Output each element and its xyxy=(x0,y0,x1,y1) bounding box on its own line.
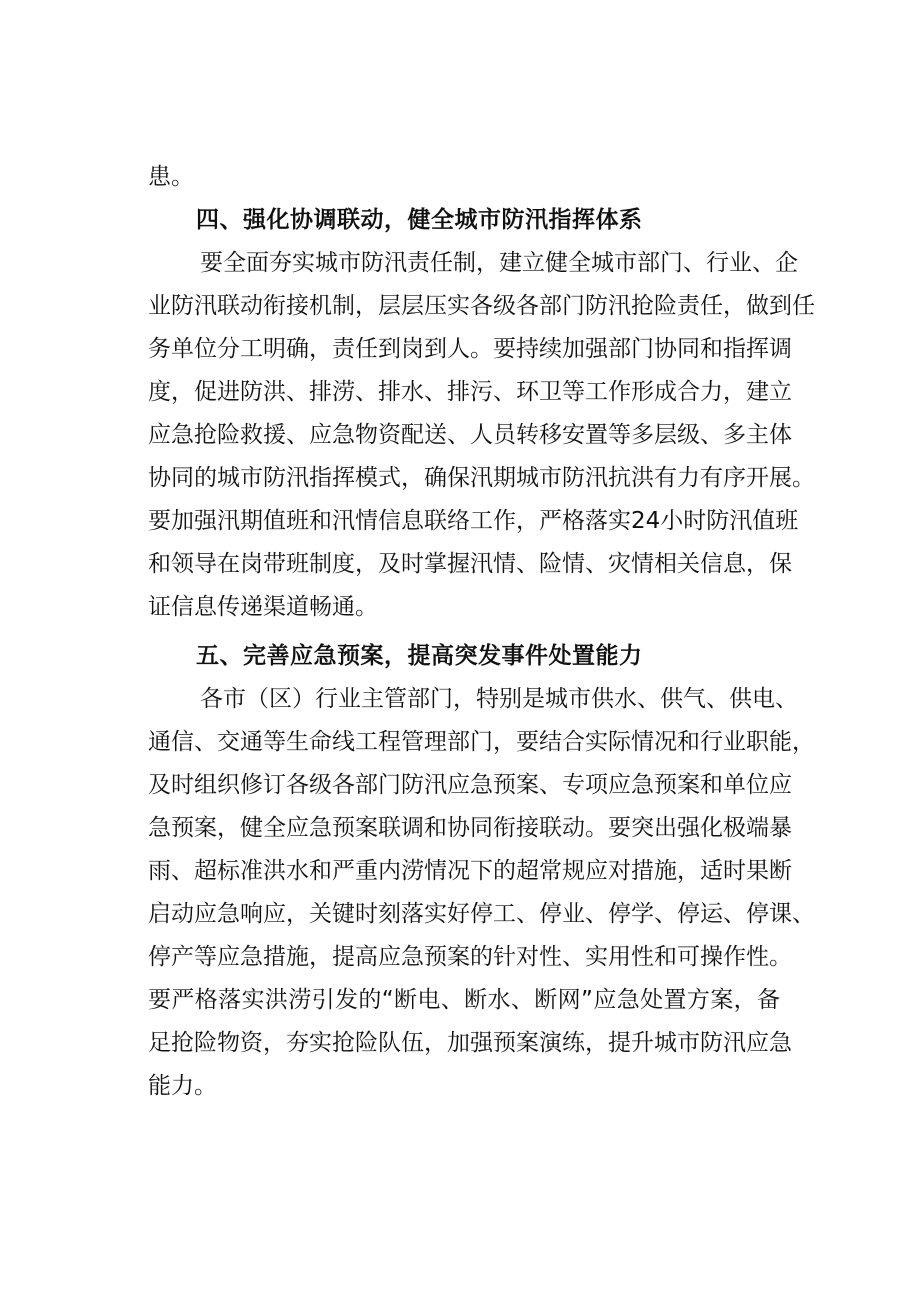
section-5-line-4: 急预案，健全应急预案联调和协同衔接联动。要突出强化极端暴 xyxy=(148,815,792,841)
section-4-line-3: 务单位分工明确，责任到岗到人。要持续加强部门协同和指挥调 xyxy=(148,336,792,362)
section-4-line-9: 证信息传递渠道畅通。 xyxy=(148,594,378,620)
section-5-line-10: 能力。 xyxy=(148,1073,217,1099)
section-5-line-9: 足抢险物资，夯实抢险队伍，加强预案演练，提升城市防汛应急 xyxy=(148,1030,792,1056)
section-4-line-4: 度，促进防洪、排涝、排水、排污、环卫等工作形成合力，建立 xyxy=(148,379,792,405)
section-4-line-5: 应急抢险救援、应急物资配送、人员转移安置等多层级、多主体 xyxy=(148,422,792,448)
section-4-heading: 四、强化协调联动，健全城市防汛指挥体系 xyxy=(196,207,643,233)
section-5-line-1: 各市（区）行业主管部门，特别是城市供水、供气、供电、 xyxy=(200,686,798,712)
section-5-line-6: 启动应急响应，关键时刻落实好停工、停业、停学、停运、停课、 xyxy=(148,901,815,927)
section-4-line-6: 协同的城市防汛指挥模式，确保汛期城市防汛抗洪有力有序开展。 xyxy=(148,465,815,491)
intro-tail-line: 患。 xyxy=(148,164,194,190)
section-4-line-8: 和领导在岗带班制度，及时掌握汛情、险情、灾情相关信息，保 xyxy=(148,551,792,577)
section-5-line-8: 要严格落实洪涝引发的“断电、断水、断网”应急处置方案，备 xyxy=(148,987,780,1013)
section-4-line-1: 要全面夯实城市防汛责任制，建立健全城市部门、行业、企 xyxy=(200,250,798,276)
section-5-line-2: 通信、交通等生命线工程管理部门，要结合实际情况和行业职能， xyxy=(148,729,815,755)
section-5-heading: 五、完善应急预案，提高突发事件处置能力 xyxy=(196,643,643,669)
section-5-line-3: 及时组织修订各级各部门防汛应急预案、专项应急预案和单位应 xyxy=(148,772,792,798)
section-4-line-7: 要加强汛期值班和汛情信息联络工作，严格落实24小时防汛值班 xyxy=(148,508,799,534)
section-4-line-2: 业防汛联动衔接机制，层层压实各级各部门防汛抢险责任，做到任 xyxy=(148,293,815,319)
section-5-line-5: 雨、超标准洪水和严重内涝情况下的超常规应对措施，适时果断 xyxy=(148,858,792,884)
section-5-line-7: 停产等应急措施，提高应急预案的针对性、实用性和可操作性。 xyxy=(148,944,792,970)
